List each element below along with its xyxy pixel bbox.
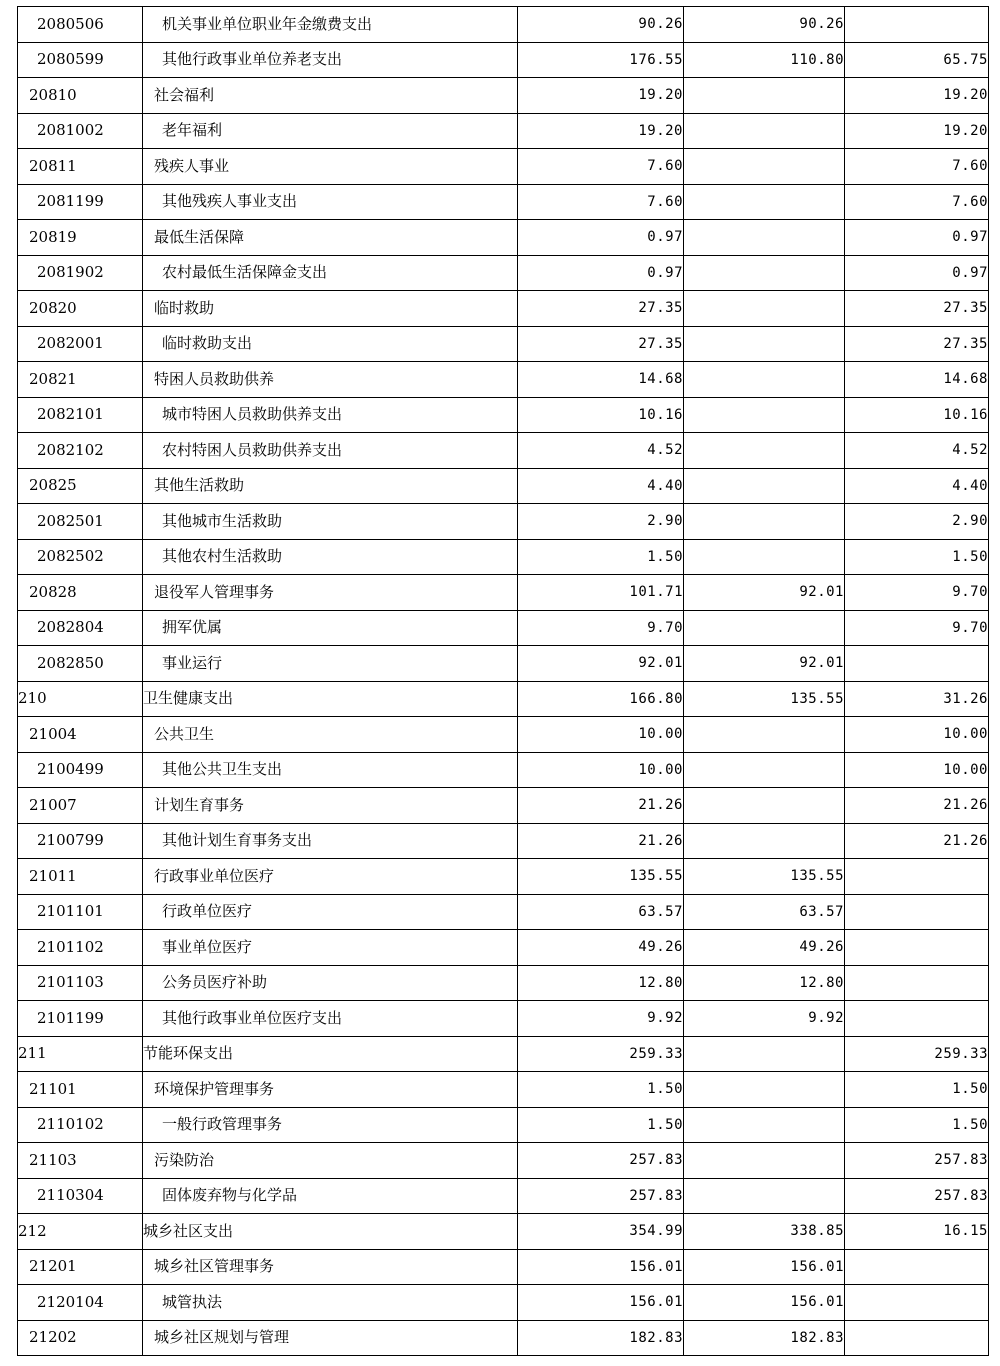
subject-code-cell: 2082001 [18, 326, 143, 362]
subject-code-cell: 20828 [18, 575, 143, 611]
table-row [18, 220, 989, 256]
total-amount-cell: 354.99 [518, 1214, 684, 1250]
basic-expenditure-cell: 90.26 [684, 7, 845, 43]
project-expenditure-cell: 9.70 [845, 575, 989, 611]
basic-expenditure-cell [684, 1072, 845, 1108]
basic-expenditure-cell [684, 504, 845, 540]
total-amount-cell: 10.00 [518, 752, 684, 788]
subject-name-cell: 机关事业单位职业年金缴费支出 [143, 7, 518, 43]
total-amount-cell: 1.50 [518, 1107, 684, 1143]
subject-name-cell: 退役军人管理事务 [143, 575, 518, 611]
total-amount-cell: 7.60 [518, 184, 684, 220]
basic-expenditure-cell [684, 326, 845, 362]
subject-name-cell: 农村特困人员救助供养支出 [143, 433, 518, 469]
project-expenditure-cell: 31.26 [845, 681, 989, 717]
subject-name-cell: 其他城市生活救助 [143, 504, 518, 540]
table-row [18, 1285, 989, 1321]
basic-expenditure-cell [684, 397, 845, 433]
project-expenditure-cell: 1.50 [845, 1107, 989, 1143]
subject-name-cell: 固体废弃物与化学品 [143, 1178, 518, 1214]
basic-expenditure-cell [684, 184, 845, 220]
basic-expenditure-cell: 12.80 [684, 965, 845, 1001]
total-amount-cell: 1.50 [518, 1072, 684, 1108]
subject-name-cell: 老年福利 [143, 113, 518, 149]
total-amount-cell: 166.80 [518, 681, 684, 717]
basic-expenditure-cell [684, 362, 845, 398]
project-expenditure-cell [845, 859, 989, 895]
basic-expenditure-cell: 182.83 [684, 1320, 845, 1356]
basic-expenditure-cell [684, 220, 845, 256]
total-amount-cell: 257.83 [518, 1143, 684, 1179]
basic-expenditure-cell [684, 717, 845, 753]
project-expenditure-cell: 2.90 [845, 504, 989, 540]
basic-expenditure-cell [684, 1143, 845, 1179]
subject-name-cell: 行政事业单位医疗 [143, 859, 518, 895]
project-expenditure-cell: 10.00 [845, 717, 989, 753]
basic-expenditure-cell [684, 610, 845, 646]
project-expenditure-cell [845, 646, 989, 682]
project-expenditure-cell: 1.50 [845, 539, 989, 575]
subject-code-cell: 2081902 [18, 255, 143, 291]
total-amount-cell: 49.26 [518, 930, 684, 966]
project-expenditure-cell: 7.60 [845, 149, 989, 185]
total-amount-cell: 182.83 [518, 1320, 684, 1356]
total-amount-cell: 21.26 [518, 788, 684, 824]
basic-expenditure-cell [684, 823, 845, 859]
subject-name-cell: 公务员医疗补助 [143, 965, 518, 1001]
table-row [18, 362, 989, 398]
subject-code-cell: 2081199 [18, 184, 143, 220]
total-amount-cell: 12.80 [518, 965, 684, 1001]
basic-expenditure-cell: 92.01 [684, 575, 845, 611]
table-row [18, 433, 989, 469]
subject-name-cell: 城乡社区支出 [143, 1214, 518, 1250]
basic-expenditure-cell: 110.80 [684, 42, 845, 78]
total-amount-cell: 257.83 [518, 1178, 684, 1214]
subject-code-cell: 21007 [18, 788, 143, 824]
table-row [18, 1072, 989, 1108]
subject-code-cell: 2082502 [18, 539, 143, 575]
project-expenditure-cell: 257.83 [845, 1178, 989, 1214]
project-expenditure-cell: 21.26 [845, 823, 989, 859]
subject-name-cell: 其他生活救助 [143, 468, 518, 504]
project-expenditure-cell: 10.16 [845, 397, 989, 433]
subject-name-cell: 计划生育事务 [143, 788, 518, 824]
total-amount-cell: 19.20 [518, 113, 684, 149]
subject-code-cell: 2082850 [18, 646, 143, 682]
table-row [18, 1214, 989, 1250]
subject-code-cell: 20810 [18, 78, 143, 114]
subject-name-cell: 其他公共卫生支出 [143, 752, 518, 788]
total-amount-cell: 176.55 [518, 42, 684, 78]
project-expenditure-cell: 0.97 [845, 255, 989, 291]
basic-expenditure-cell [684, 433, 845, 469]
project-expenditure-cell: 10.00 [845, 752, 989, 788]
subject-code-cell: 2101101 [18, 894, 143, 930]
table-row [18, 930, 989, 966]
subject-name-cell: 其他计划生育事务支出 [143, 823, 518, 859]
basic-expenditure-cell: 156.01 [684, 1285, 845, 1321]
total-amount-cell: 0.97 [518, 220, 684, 256]
table-row [18, 752, 989, 788]
table-row [18, 113, 989, 149]
subject-code-cell: 20825 [18, 468, 143, 504]
subject-code-cell: 20820 [18, 291, 143, 327]
total-amount-cell: 63.57 [518, 894, 684, 930]
total-amount-cell: 21.26 [518, 823, 684, 859]
subject-code-cell: 2082804 [18, 610, 143, 646]
subject-code-cell: 2110304 [18, 1178, 143, 1214]
subject-name-cell: 临时救助 [143, 291, 518, 327]
table-row [18, 468, 989, 504]
subject-name-cell: 卫生健康支出 [143, 681, 518, 717]
basic-expenditure-cell [684, 1036, 845, 1072]
subject-code-cell: 211 [18, 1036, 143, 1072]
subject-code-cell: 2082102 [18, 433, 143, 469]
total-amount-cell: 1.50 [518, 539, 684, 575]
subject-code-cell: 2101103 [18, 965, 143, 1001]
basic-expenditure-cell [684, 149, 845, 185]
total-amount-cell: 92.01 [518, 646, 684, 682]
table-row [18, 291, 989, 327]
project-expenditure-cell [845, 965, 989, 1001]
table-row [18, 326, 989, 362]
subject-name-cell: 污染防治 [143, 1143, 518, 1179]
table-row [18, 42, 989, 78]
table-row [18, 7, 989, 43]
basic-expenditure-cell [684, 255, 845, 291]
project-expenditure-cell [845, 7, 989, 43]
subject-name-cell: 城管执法 [143, 1285, 518, 1321]
table-row [18, 1036, 989, 1072]
total-amount-cell: 27.35 [518, 326, 684, 362]
project-expenditure-cell: 0.97 [845, 220, 989, 256]
subject-code-cell: 21011 [18, 859, 143, 895]
subject-name-cell: 事业运行 [143, 646, 518, 682]
total-amount-cell: 9.70 [518, 610, 684, 646]
table-row [18, 1107, 989, 1143]
total-amount-cell: 4.40 [518, 468, 684, 504]
total-amount-cell: 9.92 [518, 1001, 684, 1037]
project-expenditure-cell: 4.52 [845, 433, 989, 469]
subject-code-cell: 2100799 [18, 823, 143, 859]
subject-code-cell: 210 [18, 681, 143, 717]
subject-name-cell: 城市特困人员救助供养支出 [143, 397, 518, 433]
subject-name-cell: 事业单位医疗 [143, 930, 518, 966]
table-row [18, 1320, 989, 1356]
subject-name-cell: 拥军优属 [143, 610, 518, 646]
subject-code-cell: 20821 [18, 362, 143, 398]
basic-expenditure-cell: 63.57 [684, 894, 845, 930]
basic-expenditure-cell [684, 1107, 845, 1143]
total-amount-cell: 4.52 [518, 433, 684, 469]
basic-expenditure-cell: 135.55 [684, 681, 845, 717]
basic-expenditure-cell [684, 468, 845, 504]
total-amount-cell: 156.01 [518, 1285, 684, 1321]
table-row [18, 255, 989, 291]
subject-code-cell: 21202 [18, 1320, 143, 1356]
subject-name-cell: 行政单位医疗 [143, 894, 518, 930]
subject-name-cell: 特困人员救助供养 [143, 362, 518, 398]
subject-code-cell: 2101199 [18, 1001, 143, 1037]
table-row [18, 610, 989, 646]
subject-name-cell: 其他农村生活救助 [143, 539, 518, 575]
basic-expenditure-cell [684, 788, 845, 824]
subject-name-cell: 节能环保支出 [143, 1036, 518, 1072]
total-amount-cell: 135.55 [518, 859, 684, 895]
project-expenditure-cell [845, 1001, 989, 1037]
subject-code-cell: 21201 [18, 1249, 143, 1285]
basic-expenditure-cell [684, 291, 845, 327]
total-amount-cell: 259.33 [518, 1036, 684, 1072]
basic-expenditure-cell [684, 113, 845, 149]
table-row [18, 646, 989, 682]
project-expenditure-cell: 65.75 [845, 42, 989, 78]
table-row [18, 1143, 989, 1179]
table-row [18, 1178, 989, 1214]
table-row [18, 965, 989, 1001]
subject-code-cell: 21103 [18, 1143, 143, 1179]
project-expenditure-cell [845, 930, 989, 966]
basic-expenditure-cell: 49.26 [684, 930, 845, 966]
basic-expenditure-cell: 135.55 [684, 859, 845, 895]
subject-code-cell: 2080506 [18, 7, 143, 43]
table-row [18, 575, 989, 611]
project-expenditure-cell: 1.50 [845, 1072, 989, 1108]
subject-name-cell: 最低生活保障 [143, 220, 518, 256]
table-row [18, 823, 989, 859]
table-row [18, 788, 989, 824]
project-expenditure-cell [845, 1285, 989, 1321]
basic-expenditure-cell [684, 1178, 845, 1214]
project-expenditure-cell: 16.15 [845, 1214, 989, 1250]
table-row [18, 717, 989, 753]
subject-name-cell: 其他行政事业单位养老支出 [143, 42, 518, 78]
total-amount-cell: 10.16 [518, 397, 684, 433]
subject-name-cell: 残疾人事业 [143, 149, 518, 185]
table-row [18, 504, 989, 540]
budget-expenditure-table [17, 6, 989, 1356]
basic-expenditure-cell [684, 752, 845, 788]
subject-name-cell: 其他行政事业单位医疗支出 [143, 1001, 518, 1037]
table-row [18, 184, 989, 220]
table-row [18, 539, 989, 575]
table-row [18, 1249, 989, 1285]
project-expenditure-cell: 259.33 [845, 1036, 989, 1072]
subject-code-cell: 2101102 [18, 930, 143, 966]
project-expenditure-cell: 257.83 [845, 1143, 989, 1179]
subject-name-cell: 其他残疾人事业支出 [143, 184, 518, 220]
table-row [18, 894, 989, 930]
subject-code-cell: 2100499 [18, 752, 143, 788]
subject-code-cell: 212 [18, 1214, 143, 1250]
total-amount-cell: 156.01 [518, 1249, 684, 1285]
table-body [18, 7, 989, 1356]
total-amount-cell: 10.00 [518, 717, 684, 753]
subject-name-cell: 农村最低生活保障金支出 [143, 255, 518, 291]
project-expenditure-cell: 27.35 [845, 326, 989, 362]
subject-code-cell: 2120104 [18, 1285, 143, 1321]
table-row [18, 1001, 989, 1037]
subject-code-cell: 20811 [18, 149, 143, 185]
project-expenditure-cell: 4.40 [845, 468, 989, 504]
basic-expenditure-cell [684, 539, 845, 575]
subject-name-cell: 城乡社区规划与管理 [143, 1320, 518, 1356]
table-row [18, 397, 989, 433]
basic-expenditure-cell: 156.01 [684, 1249, 845, 1285]
project-expenditure-cell: 9.70 [845, 610, 989, 646]
total-amount-cell: 101.71 [518, 575, 684, 611]
table-row [18, 78, 989, 114]
subject-name-cell: 临时救助支出 [143, 326, 518, 362]
total-amount-cell: 2.90 [518, 504, 684, 540]
project-expenditure-cell: 7.60 [845, 184, 989, 220]
subject-code-cell: 21004 [18, 717, 143, 753]
total-amount-cell: 90.26 [518, 7, 684, 43]
subject-name-cell: 城乡社区管理事务 [143, 1249, 518, 1285]
subject-code-cell: 2081002 [18, 113, 143, 149]
project-expenditure-cell: 14.68 [845, 362, 989, 398]
project-expenditure-cell: 21.26 [845, 788, 989, 824]
basic-expenditure-cell [684, 78, 845, 114]
subject-code-cell: 2080599 [18, 42, 143, 78]
total-amount-cell: 0.97 [518, 255, 684, 291]
subject-name-cell: 一般行政管理事务 [143, 1107, 518, 1143]
project-expenditure-cell [845, 894, 989, 930]
total-amount-cell: 27.35 [518, 291, 684, 327]
table-row [18, 681, 989, 717]
table-row [18, 149, 989, 185]
basic-expenditure-cell: 338.85 [684, 1214, 845, 1250]
project-expenditure-cell [845, 1249, 989, 1285]
subject-code-cell: 21101 [18, 1072, 143, 1108]
subject-code-cell: 20819 [18, 220, 143, 256]
basic-expenditure-cell: 92.01 [684, 646, 845, 682]
subject-name-cell: 公共卫生 [143, 717, 518, 753]
subject-code-cell: 2082501 [18, 504, 143, 540]
basic-expenditure-cell: 9.92 [684, 1001, 845, 1037]
subject-code-cell: 2082101 [18, 397, 143, 433]
total-amount-cell: 7.60 [518, 149, 684, 185]
subject-name-cell: 社会福利 [143, 78, 518, 114]
subject-code-cell: 2110102 [18, 1107, 143, 1143]
project-expenditure-cell: 27.35 [845, 291, 989, 327]
table-row [18, 859, 989, 895]
total-amount-cell: 19.20 [518, 78, 684, 114]
project-expenditure-cell [845, 1320, 989, 1356]
total-amount-cell: 14.68 [518, 362, 684, 398]
subject-name-cell: 环境保护管理事务 [143, 1072, 518, 1108]
project-expenditure-cell: 19.20 [845, 78, 989, 114]
project-expenditure-cell: 19.20 [845, 113, 989, 149]
